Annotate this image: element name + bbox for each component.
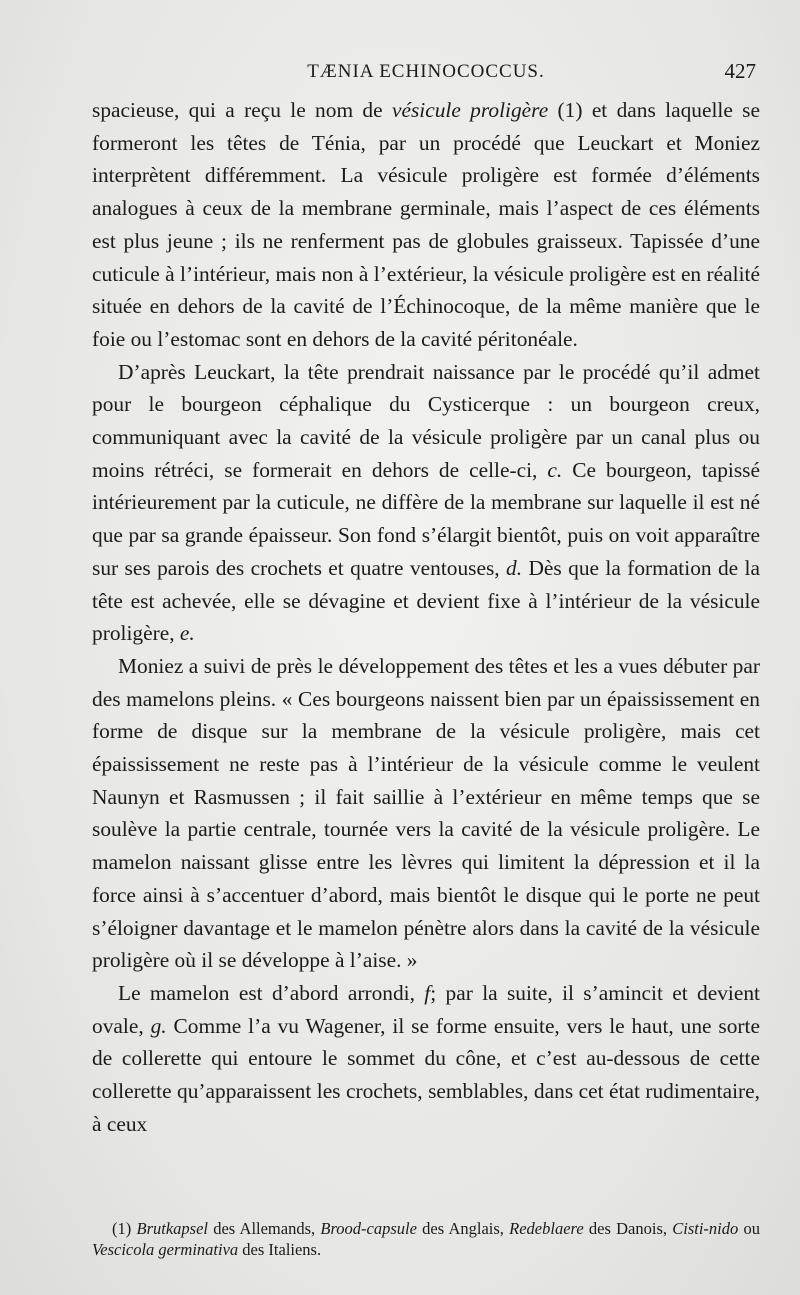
italic-text: Brood-capsule	[320, 1219, 417, 1238]
text-run: des Anglais,	[416, 1219, 510, 1238]
italic-text: f	[424, 980, 431, 1005]
text-run: Comme l’a vu Wagener, il se forme ensuite, vers le haut, une sorte de collerette qui entoure le sommet du cône, et c’est au-dessous de cette collerette qu’apparaissent les crochets, semblables, dans cet état rudimentaire, à ceux	[92, 1013, 760, 1136]
text-run: des Danois,	[583, 1219, 673, 1238]
paragraph	[92, 977, 760, 1141]
text-run: D’après Leuckart, la tête prendrait naissance par le procédé qu’il admet pour le bourgeon céphalique du Cysticerque : un bourgeon creux, communiquant avec la cavité de la vésicule proligère par un canal plus ou moins rétréci, se formerait en dehors de celle-ci,	[92, 359, 760, 482]
paragraph	[92, 356, 760, 650]
text-run: (1) et dans laquelle se formeront les têtes de Ténia, par un procédé que Leuckart et Moniez interprètent différemment. La vésicule proligère est formée d’éléments analogues à ceux de la membrane germinale, mais l’aspect de ces éléments est plus jeune ; ils ne renferment pas de globules graisseux. Tapissée d’une cuticule à l’intérieur, mais non à l’extérieur, la vésicule proligère est en réalité située en dehors de la cavité de l’Échinocoque, de la même manière que le foie ou l’estomac sont en dehors de la cavité péritonéale.	[92, 98, 760, 351]
body-text	[92, 94, 760, 1141]
running-title: TÆNIA ECHINOCOCCUS.	[307, 61, 545, 82]
text-run: des Italiens.	[238, 1240, 322, 1259]
italic-text: c.	[547, 457, 563, 482]
italic-text: Brutkapsel	[136, 1219, 208, 1238]
paragraph	[92, 650, 760, 977]
text-run: (1)	[112, 1219, 137, 1238]
text-run: Le mamelon est d’abord arrondi,	[118, 980, 425, 1005]
footnote	[92, 1218, 760, 1260]
italic-text: d.	[506, 555, 523, 580]
text-run: Dès que la formation de la tête est achevée, elle se dévagine et devient fixe à l’intérieur de la vésicule proligère,	[92, 555, 760, 646]
italic-text: Redeblaere	[509, 1219, 584, 1238]
italic-text: g.	[150, 1013, 167, 1038]
italic-text: vésicule proligère	[391, 98, 549, 122]
italic-text: Cisti-nido	[672, 1219, 739, 1238]
footnote-text	[92, 1218, 760, 1260]
text-run: des Allemands,	[207, 1219, 321, 1238]
page-number: 427	[724, 59, 756, 83]
text-run: spacieuse, qui a reçu le nom de	[92, 98, 392, 122]
paragraph	[92, 94, 760, 356]
italic-text: e.	[179, 621, 195, 646]
page-header	[92, 57, 760, 87]
text-run: ; par la suite, il s’amincit et devient ovale,	[92, 980, 760, 1038]
text-run: Moniez a suivi de près le développement des têtes et les a vues débuter par des mamelons pleins. « Ces bourgeons naissent bien par un épaississement en forme de disque sur la membrane de la vésicule proligère, mais cet épaississement ne reste pas à l’intérieur de la vésicule comme le veulent Naunyn et Rasmussen ; il fait saillie à l’extérieur en même temps que se soulève la partie centrale, tournée vers la cavité de la vésicule proligère. Le mamelon naissant glisse entre les lèvres qui limitent la dépression et il la force ainsi à s’accentuer d’abord, mais bientôt le disque qui le porte ne peut s’éloigner davantage et le mamelon pénètre alors dans la cavité de la vésicule proligère où il se développe à l’aise. »	[92, 653, 760, 973]
text-run: ou	[738, 1219, 760, 1238]
text-run: Ce bourgeon, tapissé intérieurement par la cuticule, ne diffère de la membrane sur laquelle il est né que par sa grande épaisseur. Son fond s’élargit bientôt, puis on voit apparaître sur ses parois des crochets et quatre ventouses,	[92, 457, 761, 580]
italic-text: Vescicola germinativa	[92, 1240, 239, 1259]
